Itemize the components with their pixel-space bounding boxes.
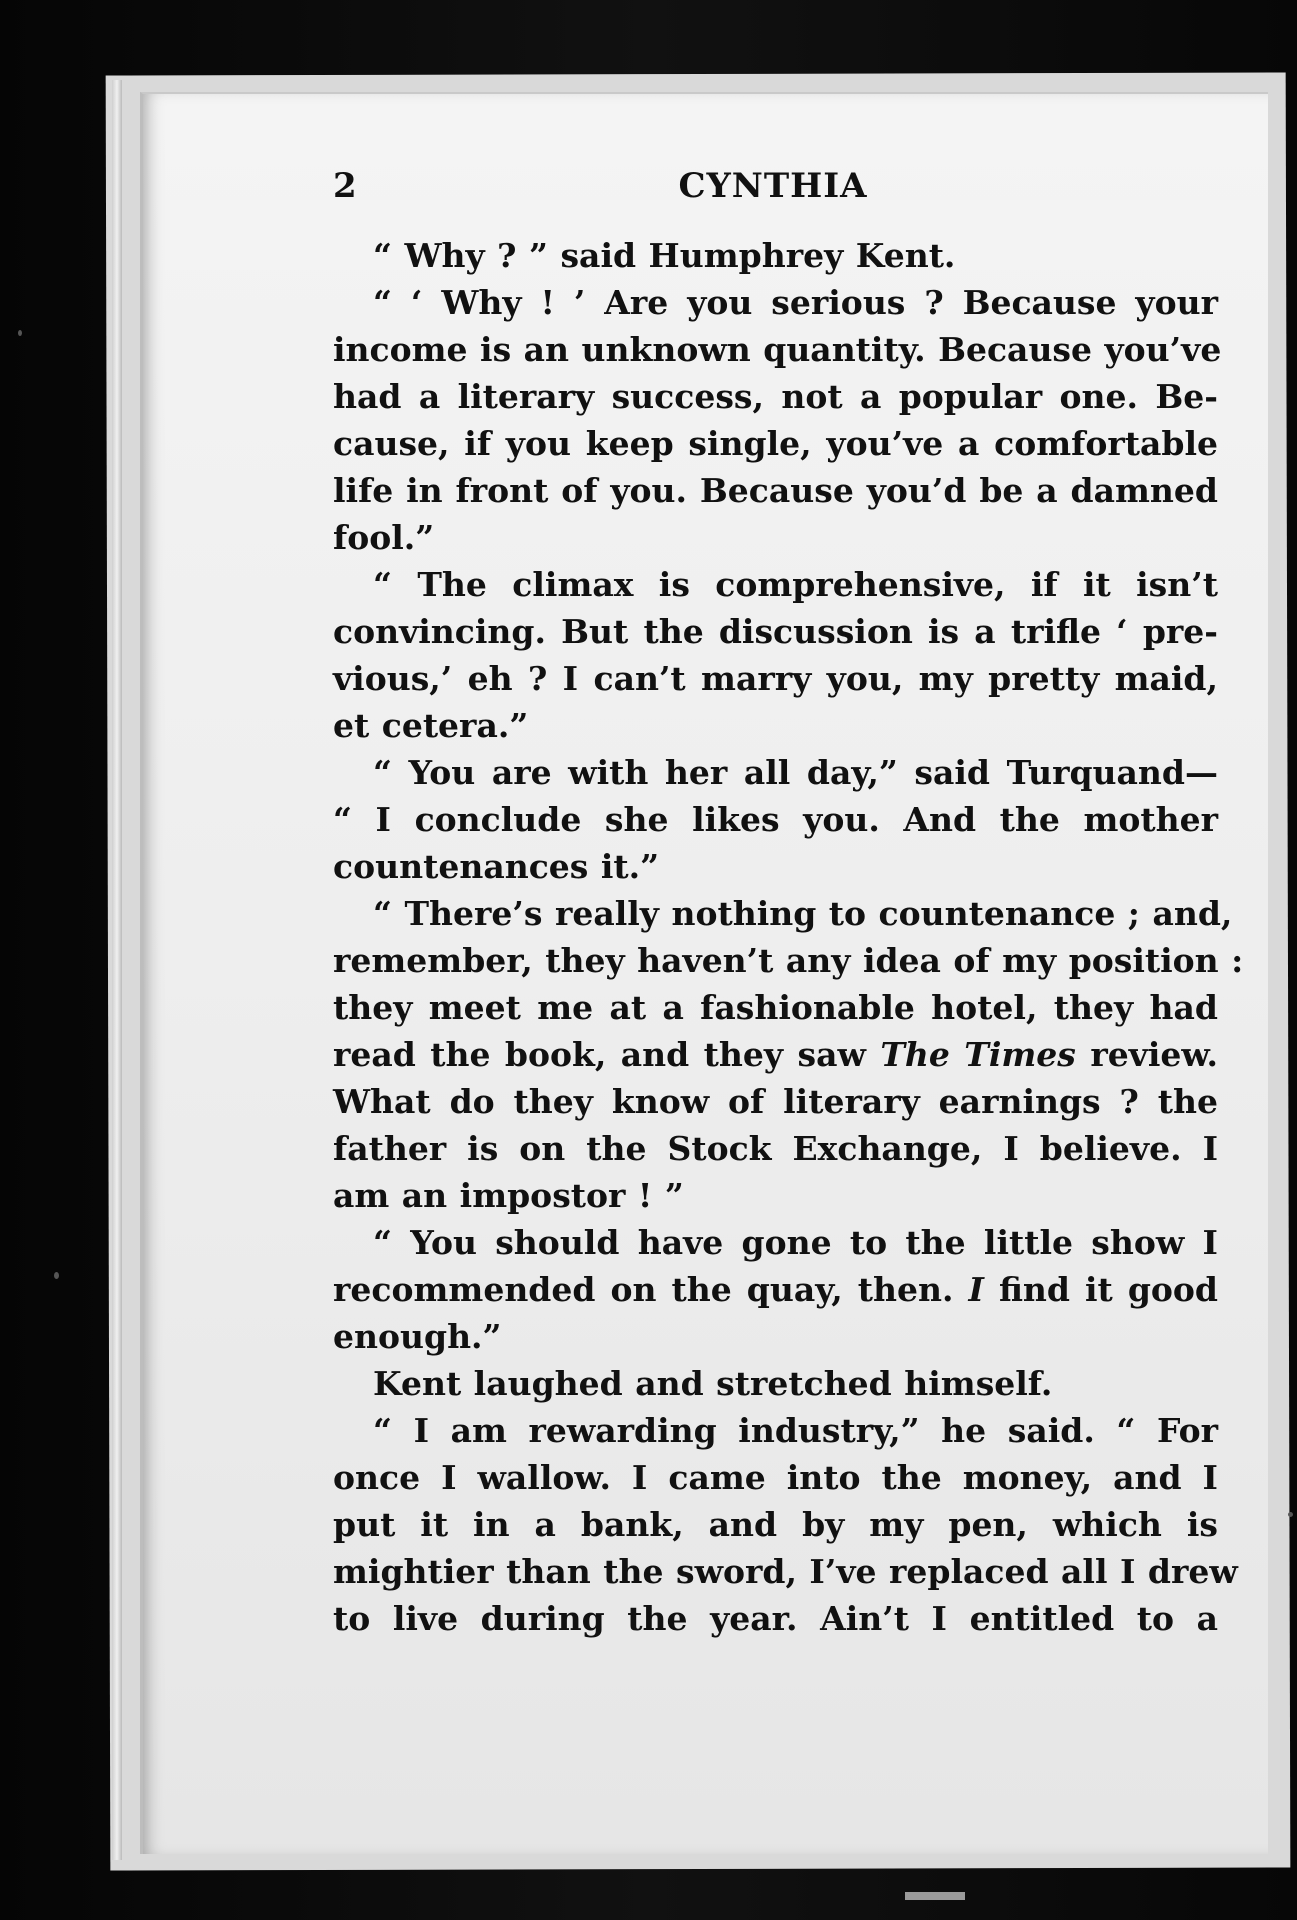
- text-line: “ I am rewarding industry,” he said. “ For: [373, 1411, 1218, 1450]
- text-line: income is an unknown quantity. Because you’ve: [333, 330, 1222, 369]
- text-line-with-italic: [333, 1266, 1218, 1313]
- body-text: [333, 232, 1244, 1642]
- text-line: fool.”: [333, 518, 435, 557]
- text-line: “ I conclude she likes you. And the mother: [333, 800, 1218, 839]
- text-line: enough.”: [333, 1317, 502, 1356]
- page-number: 2: [333, 166, 357, 206]
- text-line: life in front of you. Because you’d be a damned: [333, 471, 1218, 510]
- text-line: to live during the year. Ain’t I entitled to a: [333, 1599, 1218, 1638]
- text-line: they meet me at a fashionable hotel, they had: [333, 988, 1218, 1027]
- text-segment: recommended on the quay, then.: [333, 1270, 954, 1309]
- book-title: CYNTHIA: [678, 166, 868, 206]
- text-line: father is on the Stock Exchange, I believe. I: [333, 1129, 1218, 1168]
- text-segment: review.: [1090, 1035, 1218, 1074]
- scan-speck: [1288, 1512, 1293, 1517]
- italic-pronoun: I: [968, 1270, 984, 1309]
- text-line: countenances it.”: [333, 847, 660, 886]
- page-edge: [112, 80, 122, 1860]
- text-line: “ The climax is comprehensive, if it isn’t: [373, 565, 1218, 604]
- text-line: cause, if you keep single, you’ve a comfortable: [333, 424, 1218, 463]
- text-line: “ Why ? ” said Humphrey Kent.: [373, 236, 956, 275]
- text-line: Kent laughed and stretched himself.: [373, 1364, 1053, 1403]
- text-segment: find it good: [998, 1270, 1218, 1309]
- text-line: vious,’ eh ? I can’t marry you, my pretty maid,: [333, 659, 1218, 698]
- book-page: [140, 92, 1268, 1854]
- text-line: et cetera.”: [333, 706, 529, 745]
- text-line: once I wallow. I came into the money, and I: [333, 1458, 1218, 1497]
- text-line-with-italic: [333, 1031, 1218, 1078]
- running-head: [333, 166, 1213, 226]
- text-line: What do they know of literary earnings ? the: [333, 1082, 1218, 1121]
- text-line: remember, they haven’t any idea of my position :: [333, 941, 1244, 980]
- text-line: “ You are with her all day,” said Turquand—: [373, 753, 1218, 792]
- text-line: am an impostor ! ”: [333, 1176, 684, 1215]
- scan-speck: [18, 330, 22, 336]
- text-line: convincing. But the discussion is a trifle ‘ pre-: [333, 612, 1218, 651]
- scan-speck: [54, 1272, 59, 1279]
- text-line: “ ‘ Why ! ’ Are you serious ? Because your: [373, 283, 1218, 322]
- text-line: mightier than the sword, I’ve replaced all I drew: [333, 1552, 1238, 1591]
- italic-title: The Times: [880, 1035, 1076, 1074]
- text-segment: read the book, and they saw: [333, 1035, 866, 1074]
- text-line: “ You should have gone to the little show I: [373, 1223, 1218, 1262]
- text-line: “ There’s really nothing to countenance ; and,: [373, 894, 1233, 933]
- scan-mark: [905, 1892, 965, 1900]
- text-line: had a literary success, not a popular one. Be-: [333, 377, 1218, 416]
- text-line: put it in a bank, and by my pen, which is: [333, 1505, 1218, 1544]
